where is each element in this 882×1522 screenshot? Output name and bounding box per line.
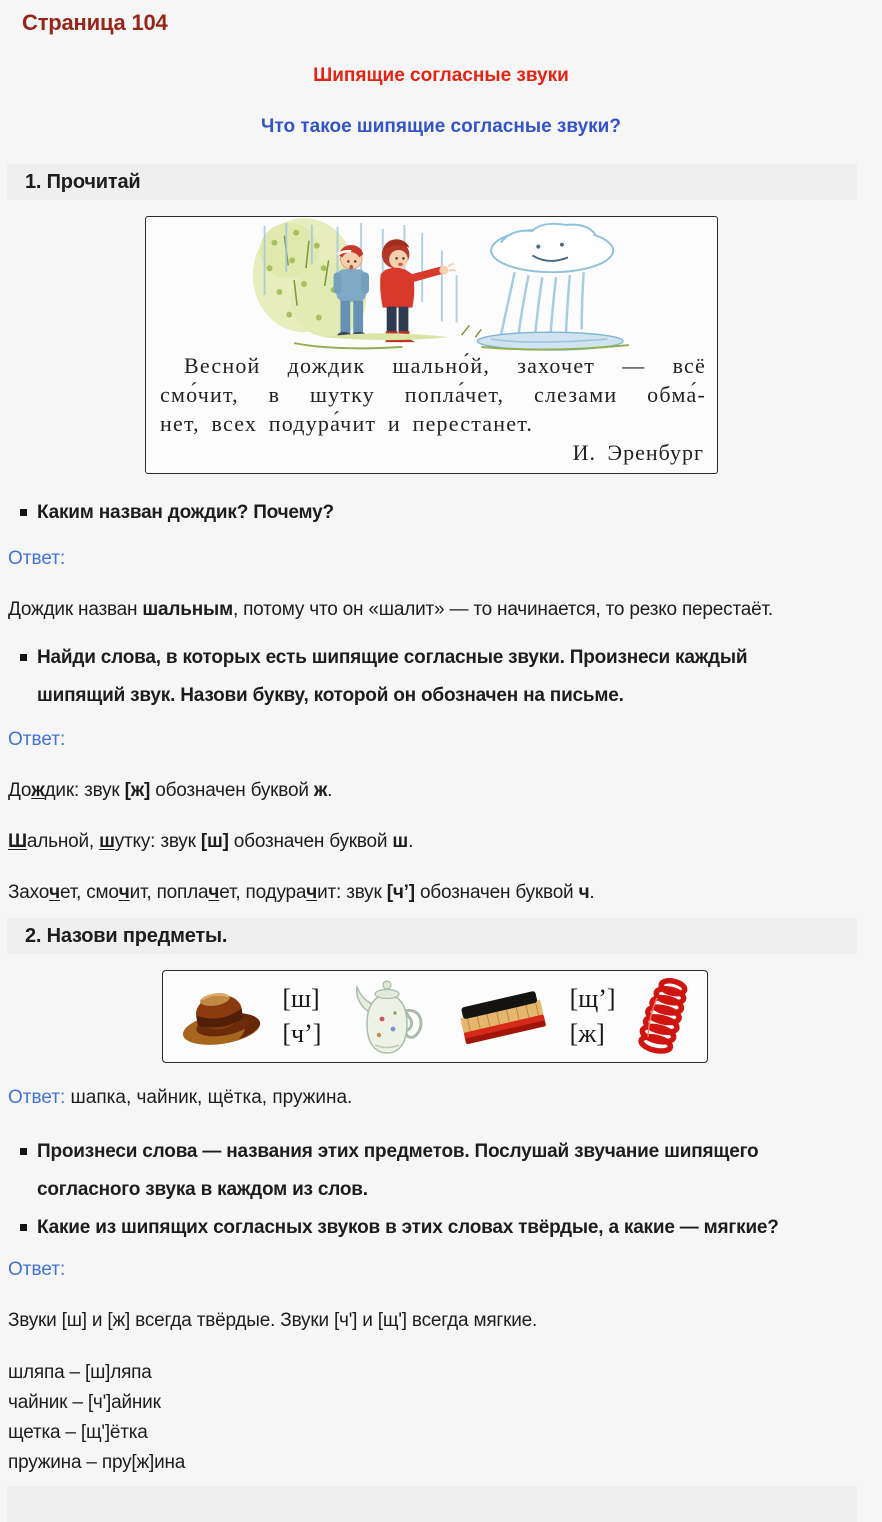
answer-objects-line [8, 1087, 882, 1109]
bullet-square-icon [20, 1148, 27, 1155]
pair-line: щетка – [щ']ётка [8, 1422, 148, 1443]
question-text: Каким назван дождик? Почему? [37, 502, 334, 523]
rain-cloud-shape [491, 224, 613, 342]
question-text: Найди слова, в которых есть шипящие согласные звуки. Произнеси каждый шипящий звук. Назови букву, которой он обозначен на письме. [37, 647, 748, 706]
section-bar-task1: 1. Прочитай [7, 164, 857, 200]
answer-text: Звуки [ш] и [ж] всегда твёрдые. Звуки [ч'] и [щ'] всегда мягкие. [8, 1310, 538, 1331]
transcription-column-right [570, 986, 616, 1047]
answer-label: Ответ: [8, 548, 66, 569]
section-bar-next [7, 1486, 857, 1522]
transcription-label: [ж] [569, 1019, 605, 1048]
pair-line: пружина – пру[ж]ина [8, 1452, 186, 1473]
page-title: Страница 104 [22, 10, 168, 35]
transcription-pairs [8, 1358, 882, 1478]
objects-figure-box [162, 970, 708, 1063]
poem-figure-box [145, 216, 718, 474]
question-item [20, 1209, 882, 1247]
topic-heading: Шипящие согласные звуки [313, 65, 569, 86]
girl-shape [380, 239, 455, 342]
answer-text: Дождик назван шальным, потому что он «шалит» — то начинается, то резко перестаёт. [8, 599, 773, 620]
section-bar-task2: 2. Назови предметы. [7, 918, 857, 954]
question-text: Какие из шипящих согласных звуков в этих словах твёрдые, а какие — мягкие? [37, 1217, 779, 1238]
poem-text [146, 349, 717, 473]
transcription-label: [щ’] [569, 984, 616, 1013]
poem-line: нет, всех подура́чит и перестанет. [160, 411, 534, 436]
answer-text: Шальной, шутку: звук [ш] обозначен буквой ш. [8, 831, 414, 852]
answer-label: Ответ: [8, 729, 66, 750]
spring-image [635, 974, 693, 1060]
answer-label: Ответ: [8, 1087, 66, 1108]
question-item [20, 494, 882, 532]
teapot-image [341, 975, 433, 1059]
poem-line: смо́чит, в шутку попла́чет, слезами обма́- [160, 382, 706, 407]
answer-text: Захочет, смочит, поплачет, подурачит: звук [ч’] обозначен буквой ч. [8, 882, 595, 903]
transcription-label: [ш] [282, 984, 320, 1013]
pair-line: шляпа – [ш]ляпа [8, 1362, 152, 1383]
children-under-rain-cloud-illustration [232, 221, 632, 349]
pair-line: чайник – [ч']айник [8, 1392, 161, 1413]
hat-image [177, 985, 263, 1049]
transcription-label: [ч’] [282, 1019, 322, 1048]
bullet-square-icon [20, 509, 27, 516]
question-text: Произнеси слова — названия этих предметов. Послушай звучание шипящего согласного звука в каждом из слов. [37, 1141, 759, 1200]
answer-label: Ответ: [8, 1259, 66, 1280]
question-list [20, 1133, 882, 1247]
bullet-square-icon [20, 654, 27, 661]
answers-page [0, 10, 882, 1473]
answer-text: шапка, чайник, щётка, пружина. [65, 1087, 353, 1108]
poem-author: И. Эренбург [572, 440, 704, 465]
answer-text: Дождик: звук [ж] обозначен буквой ж. [8, 780, 333, 801]
poem-line: Весной дождик шально́й, захочет — всё [184, 353, 706, 378]
subtopic-heading: Что такое шипящие согласные звуки? [261, 116, 621, 137]
question-item [20, 639, 882, 715]
question-item [20, 1133, 882, 1209]
brush-image [452, 987, 550, 1047]
bullet-square-icon [20, 1224, 27, 1231]
transcription-column-left [282, 986, 321, 1047]
